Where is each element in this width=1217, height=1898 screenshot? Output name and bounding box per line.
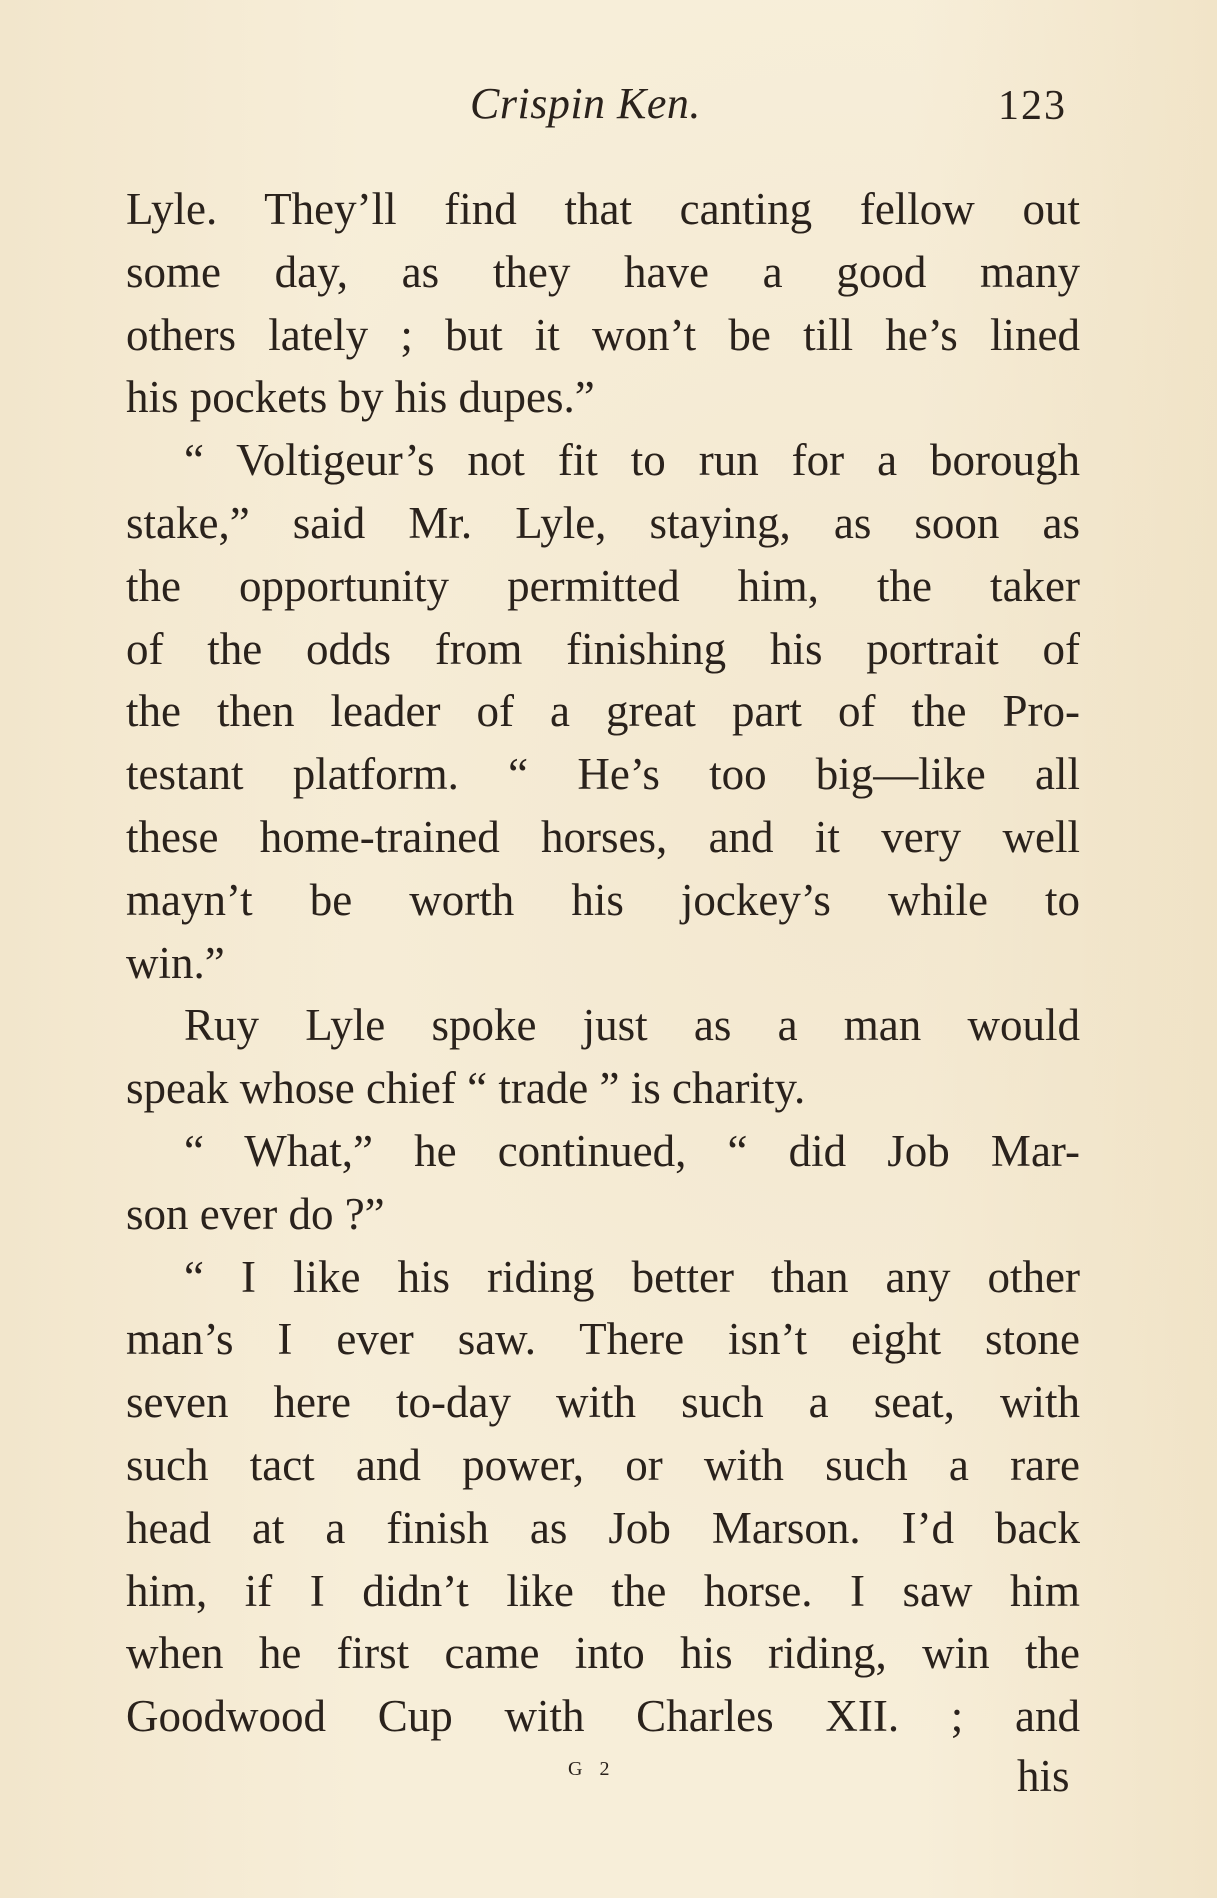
text-line: stake,” said Mr. Lyle, staying, as soon as [126, 497, 1080, 548]
text-line: man’s I ever saw. There isn’t eight stone [126, 1314, 1080, 1365]
text-line: when he first came into his riding, win the [126, 1628, 1080, 1679]
signature-mark: G 2 [568, 1758, 616, 1780]
text-line: “ I like his riding better than any other [184, 1251, 1080, 1302]
running-title: Crispin Ken. [470, 79, 701, 128]
text-line: mayn’t be worth his jockey’s while to [126, 874, 1080, 925]
text-line: seven here to-day with such a seat, with [126, 1377, 1080, 1428]
text-line: head at a finish as Job Marson. I’d back [126, 1502, 1080, 1553]
text-line: testant platform. “ He’s too big—like all [126, 749, 1080, 800]
catchword: his [1017, 1751, 1070, 1801]
text-line: him, if I didn’t like the horse. I saw him [126, 1565, 1080, 1616]
text-line: some day, as they have a good many [126, 246, 1080, 297]
text-line: the then leader of a great part of the Pro- [126, 686, 1080, 737]
text-line: his pockets by his dupes.” [126, 372, 595, 423]
text-line: Ruy Lyle spoke just as a man would [184, 1000, 1080, 1051]
text-line: Lyle. They’ll find that canting fellow out [126, 184, 1080, 234]
running-head [0, 78, 1217, 138]
text-line: “ Voltigeur’s not fit to run for a borough [184, 435, 1080, 486]
text-line: son ever do ?” [126, 1188, 385, 1239]
text-line: these home-trained horses, and it very well [126, 811, 1080, 862]
text-line: “ What,” he continued, “ did Job Mar- [184, 1125, 1080, 1176]
body-text [126, 178, 1080, 1748]
text-line: win.” [126, 937, 225, 988]
page-number: 123 [998, 83, 1067, 129]
text-line: speak whose chief “ trade ” is charity. [126, 1063, 806, 1114]
text-line: others lately ; but it won’t be till he’s lined [126, 309, 1080, 360]
text-line: of the odds from finishing his portrait of [126, 623, 1080, 674]
text-line: such tact and power, or with such a rare [126, 1439, 1080, 1490]
page-footer [0, 1750, 1217, 1810]
text-line: Goodwood Cup with Charles XII. ; and [126, 1691, 1080, 1742]
text-line: the opportunity permitted him, the taker [126, 560, 1080, 611]
